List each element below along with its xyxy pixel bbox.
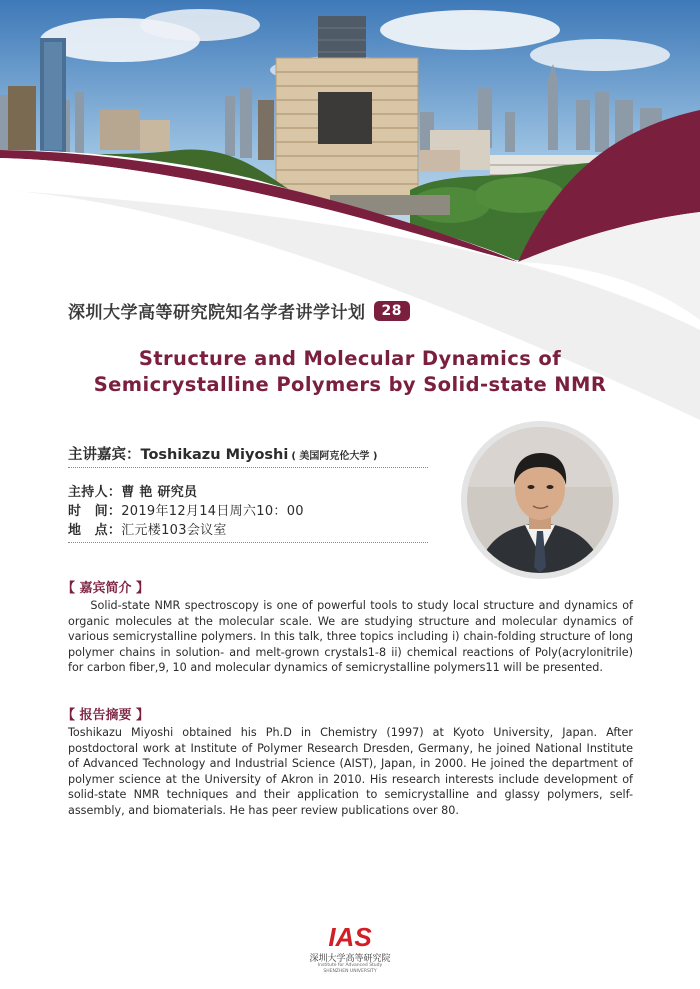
speaker-affiliation: ( 美国阿克伦大学 )	[291, 451, 378, 462]
speaker-portrait-photo	[467, 427, 613, 573]
divider-dotted	[68, 467, 428, 468]
org-name-en-line-2: SHENZHEN UNIVERSITY	[323, 968, 377, 974]
abstract-heading: 【 报告摘要 】	[62, 708, 150, 723]
series-title-text: 深圳大学高等研究院知名学者讲学计划	[68, 303, 366, 323]
series-number-badge: 28	[374, 301, 410, 321]
time-value: 2019年12月14日周六10：00	[121, 504, 304, 519]
talk-title	[20, 346, 680, 398]
abstract-text: Toshikazu Miyoshi obtained his Ph.D in Chemistry (1997) at Kyoto University, Japan. After postdoctoral work at Institute of Polymer Research Dresden, Germany, he joined National Institute of Advanced Technology and Industrial Science (AIST), Japan, in 2000. He joined the department of polymer science at the University of Akron in 2010. His research interests include development of solid-state NMR techniques and their application to semicrystalline and glassy polymers, self-assembly, and biomaterials. He has peer review publications over 80.	[68, 726, 633, 817]
org-name-cn: 深圳大学高等研究院	[309, 954, 391, 964]
place-label: 地 点：	[68, 523, 122, 538]
ias-logo	[318, 920, 382, 952]
series-title	[68, 298, 410, 323]
host-row	[68, 481, 197, 500]
bio-heading: 【 嘉宾简介 】	[62, 581, 150, 596]
divider-dotted	[68, 542, 428, 543]
time-row	[68, 500, 304, 519]
org-name-en	[290, 963, 410, 974]
speaker-name: Toshikazu Miyoshi	[140, 447, 289, 463]
speaker-line	[68, 443, 377, 464]
org-name-en-line-1: Institute for Advanced Study	[317, 963, 383, 968]
place-row	[68, 519, 227, 538]
speaker-label: 主讲嘉宾：	[68, 447, 141, 463]
place-value: 汇元楼103会议室	[121, 523, 227, 538]
host-value: 曹 艳 研究员	[121, 485, 198, 500]
time-label: 时 间：	[68, 504, 122, 519]
host-label: 主持人：	[68, 485, 122, 500]
bio-text: Solid-state NMR spectroscopy is one of powerful tools to study local structure and dynamics of organic molecules at the molecular scale. We are studying structure and molecular dynamics of various semicrystalline polymers. In this talk, three topics including i) chain-folding structure of long polymer chains in solution- and melt-grown crystals1-8 ii) chemical reactions of Poly(acrylonitrile) for carbon fiber,9, 10 and molecular dynamics of semicrystalline polymers11 will be presented.	[68, 599, 633, 675]
logo-text: IAS	[328, 922, 372, 952]
talk-title-line-2: Semicrystalline Polymers by Solid-state NMR	[93, 373, 607, 396]
talk-title-line-1: Structure and Molecular Dynamics of	[138, 347, 562, 370]
